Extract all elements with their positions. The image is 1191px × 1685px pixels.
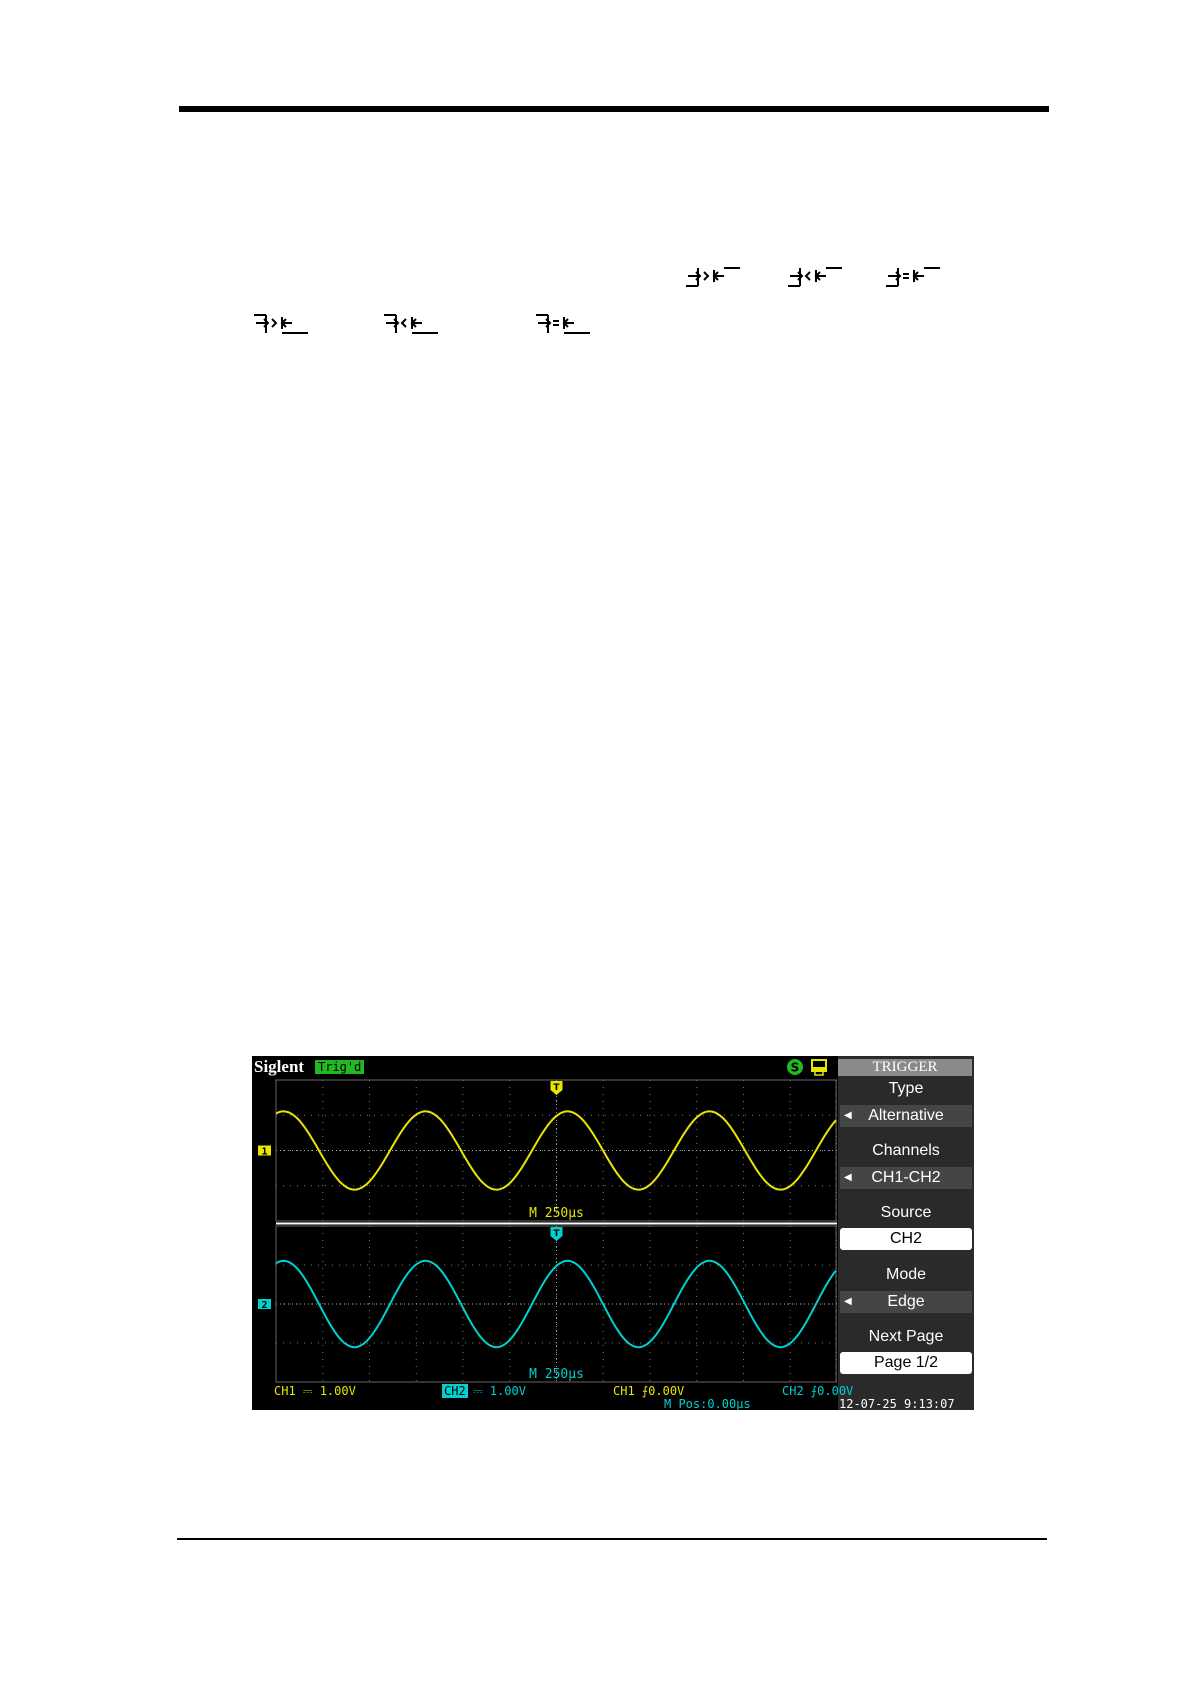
menu-type-value[interactable]: ◀ Alternative (840, 1105, 972, 1127)
ch2-timebase-label: M 250μs (529, 1367, 584, 1382)
left-arrow-icon: ◀ (844, 1110, 852, 1121)
menu-next-page-label[interactable]: Next Page (868, 1328, 944, 1345)
svg-text:S: S (790, 1060, 800, 1075)
menu-channels-label[interactable]: Channels (872, 1142, 940, 1159)
trigger-marker-label: T (553, 1229, 560, 1239)
oscilloscope-screen (252, 1056, 974, 1410)
negative-pulse-width-equal-icon (534, 313, 592, 335)
status-bar (252, 1384, 955, 1410)
pulse-width-equal-icon (884, 266, 942, 288)
menu-type-label[interactable]: Type (888, 1080, 924, 1097)
menu-mode-label[interactable]: Mode (885, 1266, 927, 1283)
waveform-display (252, 1078, 837, 1384)
left-arrow-icon: ◀ (844, 1296, 852, 1307)
ch2-marker-label: 2 (261, 1300, 268, 1311)
negative-pulse-width-less-than-icon (382, 313, 440, 335)
menu-page-value[interactable]: Page 1/2 (840, 1352, 972, 1374)
scope-top-bar (252, 1056, 837, 1078)
left-arrow-icon: ◀ (844, 1172, 852, 1183)
pulse-width-less-than-icon (786, 266, 844, 288)
menu-source-label[interactable]: Source (880, 1204, 932, 1221)
menu-title: TRIGGER (838, 1059, 972, 1076)
trigger-menu (838, 1056, 974, 1410)
ch2-label: CH2 (444, 1384, 466, 1398)
ch2-scale: ⎓ 1.00V (473, 1384, 526, 1398)
pulse-width-greater-than-icon (684, 266, 742, 288)
ch2-trigger-level: CH2 ⨍0.00V (782, 1384, 854, 1398)
horizontal-position: M Pos:0.00μs (664, 1397, 751, 1410)
footer-rule (177, 1538, 1047, 1540)
ch1-trigger-level: CH1 ⨍0.00V (613, 1384, 685, 1398)
print-icon (810, 1058, 828, 1076)
trigger-status-badge: Trig'd (315, 1060, 364, 1074)
s-status-icon (786, 1058, 804, 1076)
menu-source-value[interactable]: CH2 (840, 1228, 972, 1250)
negative-pulse-width-greater-than-icon (252, 313, 310, 335)
ch1-timebase-label: M 250μs (529, 1206, 584, 1221)
timestamp: 12-07-25 9:13:07 (839, 1397, 955, 1410)
brand-label: Siglent (254, 1057, 305, 1076)
menu-channels-value[interactable]: ◀ CH1-CH2 (840, 1167, 972, 1189)
ch1-marker-label: 1 (261, 1146, 268, 1158)
ch1-scale: CH1 ⎓ 1.00V (274, 1384, 356, 1398)
header-rule (179, 106, 1049, 112)
trigger-marker-label: T (553, 1083, 560, 1093)
menu-mode-value[interactable]: ◀ Edge (840, 1291, 972, 1313)
